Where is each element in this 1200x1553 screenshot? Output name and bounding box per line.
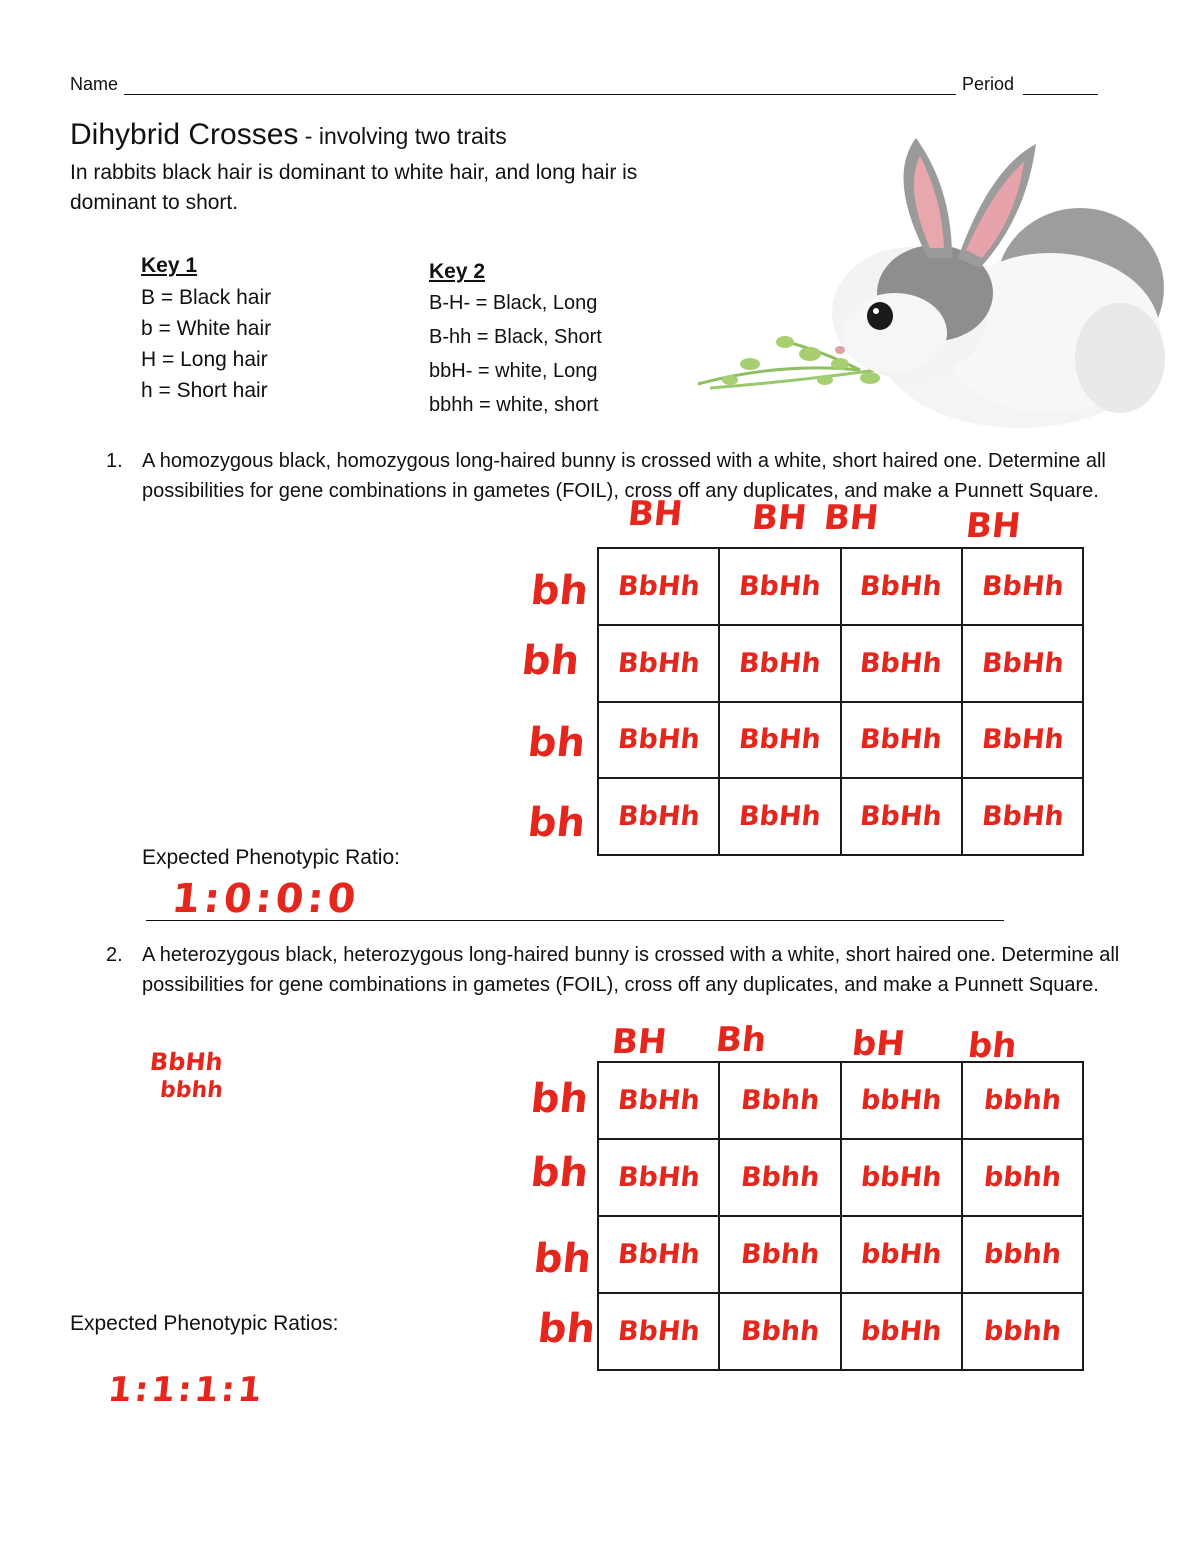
punnett-genotype: BbHh <box>737 570 823 602</box>
question-1-ratio-answer: 1:0:0:0 <box>169 876 362 922</box>
question-2-number: 2. <box>106 944 123 966</box>
punnett-cell[interactable] <box>719 1216 840 1293</box>
question-2-work-note: bbhh <box>158 1078 225 1103</box>
punnett-cell[interactable] <box>962 548 1083 625</box>
punnett-cell[interactable] <box>841 778 962 855</box>
key-2-item: bbH- = white, Long <box>429 360 598 382</box>
q2-row-header: bh <box>528 1076 591 1122</box>
punnett-cell[interactable] <box>719 778 840 855</box>
q2-col-header: bH <box>849 1024 907 1064</box>
punnett-genotype: bbhh <box>982 1239 1063 1270</box>
punnett-cell[interactable] <box>962 1062 1083 1139</box>
punnett-genotype: BbHh <box>858 570 944 602</box>
key-2-title: Key 2 <box>429 260 486 283</box>
punnett-genotype: Bbhh <box>739 1316 821 1347</box>
title-main: Dihybrid Crosses <box>70 118 299 151</box>
punnett-genotype: BbHh <box>616 1085 702 1116</box>
punnett-cell[interactable] <box>841 1216 962 1293</box>
question-2-ratio-label: Expected Phenotypic Ratios: <box>70 1312 339 1335</box>
q1-row-header: bh <box>519 638 582 684</box>
punnett-genotype: BbHh <box>979 647 1065 679</box>
punnett-cell[interactable] <box>719 1139 840 1216</box>
question-2-text: A heterozygous black, heterozygous long-haired bunny is crossed with a white, short haired one. Determine all possibilities for gene combinations in gametes (FOIL), cross off any duplicates, and make a Punnett Square. <box>142 944 1120 996</box>
rabbit-image <box>690 118 1170 438</box>
punnett-genotype: BbHh <box>616 801 702 833</box>
question-1-number: 1. <box>106 450 123 472</box>
punnett-genotype: BbHh <box>737 724 823 756</box>
punnett-cell[interactable] <box>598 702 719 779</box>
punnett-cell[interactable] <box>962 625 1083 702</box>
title-sub: - involving two traits <box>298 123 507 149</box>
key-1-title: Key 1 <box>141 254 198 277</box>
punnett-cell[interactable] <box>598 625 719 702</box>
punnett-genotype: bbHh <box>859 1316 943 1347</box>
punnett-genotype: BbHh <box>737 801 823 833</box>
punnett-cell[interactable] <box>598 1293 719 1370</box>
punnett-genotype: BbHh <box>616 647 702 679</box>
key-2-item: bbhh = white, short <box>429 394 599 416</box>
punnett-genotype: bbHh <box>859 1239 943 1270</box>
punnett-cell[interactable] <box>598 548 719 625</box>
punnett-cell[interactable] <box>841 1062 962 1139</box>
q2-row-header: bh <box>528 1150 591 1196</box>
punnett-cell[interactable] <box>598 1139 719 1216</box>
q1-row-header: bh <box>525 720 588 766</box>
q2-col-header: BH <box>609 1022 669 1062</box>
punnett-cell[interactable] <box>719 1293 840 1370</box>
q1-col-header: BH <box>749 498 809 538</box>
name-label: Name <box>70 74 119 94</box>
q1-row-header: bh <box>528 568 591 614</box>
q1-row-header: bh <box>525 800 588 846</box>
q1-col-header: BH <box>963 506 1023 546</box>
punnett-cell[interactable] <box>841 702 962 779</box>
punnett-genotype: bbHh <box>859 1162 943 1193</box>
punnett-cell[interactable] <box>719 548 840 625</box>
period-line[interactable] <box>1023 94 1098 95</box>
punnett-genotype: BbHh <box>616 1316 702 1347</box>
punnett-cell[interactable] <box>598 778 719 855</box>
punnett-cell[interactable] <box>841 625 962 702</box>
punnett-genotype: bbhh <box>982 1316 1063 1347</box>
punnett-genotype: Bbhh <box>739 1162 821 1193</box>
name-line[interactable] <box>124 94 956 95</box>
question-2-ratio-answer: 1:1:1:1 <box>105 1370 267 1410</box>
key-1-item: b = White hair <box>141 317 272 340</box>
q2-row-header: bh <box>531 1236 594 1282</box>
punnett-genotype: BbHh <box>616 1162 702 1193</box>
key-1-item: B = Black hair <box>141 286 272 309</box>
punnett-genotype: BbHh <box>858 724 944 756</box>
punnett-genotype: BbHh <box>616 570 702 602</box>
question-1-text: A homozygous black, homozygous long-haired bunny is crossed with a white, short haired one. Determine all possibilities for gene combinations in gametes (FOIL), cross off any duplicates, and make a Punnett Square. <box>142 450 1106 502</box>
punnett-genotype: BbHh <box>616 1239 702 1270</box>
question-1-punnett-square <box>597 547 1084 856</box>
key-1-item: h = Short hair <box>141 379 268 402</box>
punnett-cell[interactable] <box>841 1293 962 1370</box>
punnett-cell[interactable] <box>841 548 962 625</box>
punnett-genotype: Bbhh <box>739 1239 821 1270</box>
punnett-genotype: BbHh <box>979 801 1065 833</box>
key-1 <box>141 254 271 406</box>
intro-text: In rabbits black hair is dominant to white hair, and long hair is dominant to short. <box>70 161 638 214</box>
punnett-cell[interactable] <box>962 778 1083 855</box>
key-2-item: B-H- = Black, Long <box>429 292 598 314</box>
question-2-punnett-square <box>597 1061 1084 1371</box>
punnett-genotype: bbhh <box>982 1085 1063 1116</box>
question-2-work-note: BbHh <box>148 1048 225 1076</box>
q1-col-header: BH <box>821 498 881 538</box>
punnett-genotype: BbHh <box>979 570 1065 602</box>
question-1-ratio-label: Expected Phenotypic Ratio: <box>142 846 400 869</box>
punnett-genotype: BbHh <box>858 647 944 679</box>
q1-col-header: BH <box>625 494 685 534</box>
worksheet-title <box>70 118 507 152</box>
q2-col-header: bh <box>965 1026 1019 1066</box>
punnett-genotype: BbHh <box>858 801 944 833</box>
question-1-answer-line[interactable] <box>146 920 1004 921</box>
punnett-cell[interactable] <box>962 1139 1083 1216</box>
punnett-genotype: bbHh <box>859 1085 943 1116</box>
punnett-cell[interactable] <box>719 1062 840 1139</box>
punnett-cell[interactable] <box>598 1062 719 1139</box>
punnett-cell[interactable] <box>598 1216 719 1293</box>
key-1-item: H = Long hair <box>141 348 268 371</box>
punnett-genotype: Bbhh <box>739 1085 821 1116</box>
key-2 <box>429 260 602 422</box>
punnett-cell[interactable] <box>841 1139 962 1216</box>
q2-col-header: Bh <box>713 1020 769 1060</box>
punnett-cell[interactable] <box>962 1293 1083 1370</box>
punnett-genotype: bbhh <box>982 1162 1063 1193</box>
punnett-cell[interactable] <box>719 625 840 702</box>
punnett-genotype: BbHh <box>979 724 1065 756</box>
punnett-genotype: BbHh <box>737 647 823 679</box>
key-2-item: B-hh = Black, Short <box>429 326 602 348</box>
q2-row-header: bh <box>535 1306 598 1352</box>
punnett-cell[interactable] <box>962 1216 1083 1293</box>
punnett-genotype: BbHh <box>616 724 702 756</box>
punnett-cell[interactable] <box>962 702 1083 779</box>
punnett-cell[interactable] <box>719 702 840 779</box>
period-label: Period <box>962 74 1015 94</box>
